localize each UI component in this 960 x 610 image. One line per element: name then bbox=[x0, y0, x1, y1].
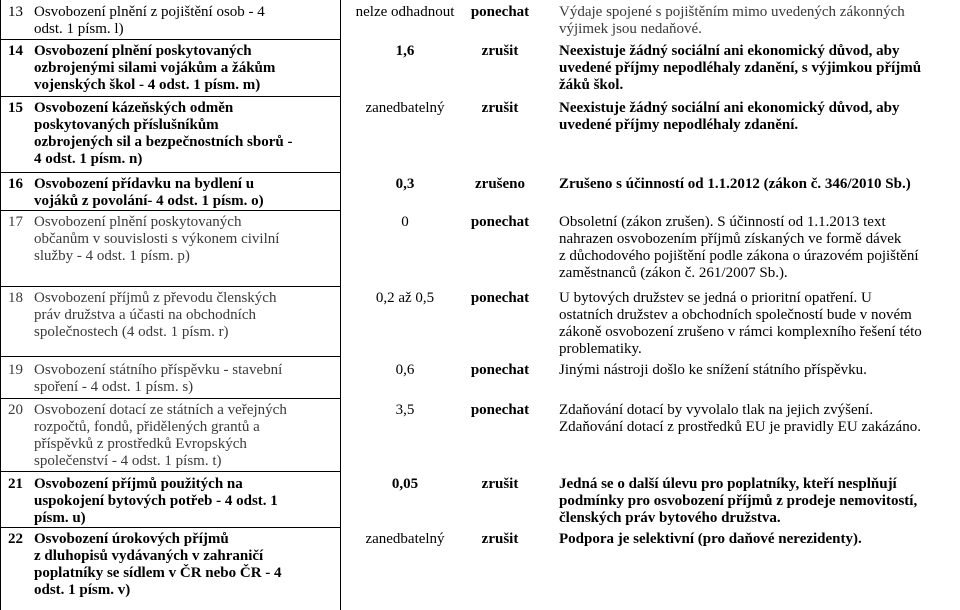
exemption-name-line: vojenských škol - 4 odst. 1 písm. m) bbox=[34, 77, 261, 93]
justification bbox=[559, 362, 957, 379]
row-number: 20 bbox=[8, 402, 23, 418]
exemption-name bbox=[34, 402, 334, 470]
recommended-action: ponechat bbox=[470, 214, 530, 230]
exemption-name-line: Osvobození úrokových příjmů bbox=[34, 531, 229, 547]
justification-line: Výdaje spojené s pojištěním mimo uvedených zákonných bbox=[559, 4, 905, 20]
exemption-name-line: ozbrojených sil a bezpečnostních sborů - bbox=[34, 134, 293, 150]
recommended-action: ponechat bbox=[470, 4, 530, 20]
row-divider bbox=[0, 210, 340, 211]
exemption-name-line: písm. u) bbox=[34, 510, 86, 526]
justification-line: Obsoletní (zákon zrušen). S účinností od 1.1.2013 text bbox=[559, 214, 886, 230]
justification-line: žáků škol. bbox=[559, 77, 624, 93]
row-number: 19 bbox=[8, 362, 23, 378]
justification bbox=[559, 290, 957, 358]
exemption-name-line: 4 odst. 1 písm. n) bbox=[34, 151, 143, 167]
justification-line: Zdaňování dotací z prostředků EU je pravidly EU zakázáno. bbox=[559, 419, 921, 435]
exemption-name-line: odst. 1 písm. v) bbox=[34, 582, 131, 598]
row-divider bbox=[0, 527, 340, 528]
exemption-name bbox=[34, 100, 334, 168]
recommended-action: zrušit bbox=[481, 531, 519, 547]
row-number: 18 bbox=[8, 290, 23, 306]
justification-line: problematiky. bbox=[559, 341, 642, 357]
exemption-name bbox=[34, 476, 334, 527]
recommended-action: ponechat bbox=[470, 290, 530, 306]
justification-line: Podpora je selektivní (pro daňové nerezidenty). bbox=[559, 531, 862, 547]
row-number: 14 bbox=[8, 43, 23, 59]
justification-line: výjimek jsou nedaňové. bbox=[559, 21, 702, 37]
row-divider bbox=[0, 39, 340, 40]
revenue-estimate: 1,6 bbox=[395, 43, 415, 59]
revenue-estimate: zanedbatelný bbox=[365, 531, 445, 547]
justification-line: uvedené příjmy nepodléhaly zdanění. bbox=[559, 117, 799, 133]
justification bbox=[559, 531, 957, 548]
revenue-estimate: 0,2 až 0,5 bbox=[375, 290, 435, 306]
row-number: 17 bbox=[8, 214, 23, 230]
revenue-estimate: 0,05 bbox=[391, 476, 419, 492]
justification bbox=[559, 43, 957, 94]
exemption-name-line: vojáků z povolání- 4 odst. 1 písm. o) bbox=[34, 193, 264, 209]
exemption-name-line: Osvobození plnění z pojištění osob - 4 bbox=[34, 4, 265, 20]
justification bbox=[559, 476, 957, 527]
exemption-name-line: odst. 1 písm. l) bbox=[34, 21, 124, 37]
row-divider bbox=[0, 471, 340, 472]
exemption-name-line: Osvobození plnění poskytovaných bbox=[34, 214, 242, 230]
exemption-name-line: Osvobození dotací ze státních a veřejných bbox=[34, 402, 287, 418]
revenue-estimate: 0 bbox=[401, 214, 409, 230]
justification-line: zaměstnanců (zákon č. 261/2007 Sb.). bbox=[559, 265, 788, 281]
revenue-estimate: zanedbatelný bbox=[365, 100, 445, 116]
exemption-name-line: občanům v souvislosti s výkonem civilní bbox=[34, 231, 280, 247]
exemption-name-line: Osvobození plnění poskytovaných bbox=[34, 43, 252, 59]
justification-line: zákoně osvobození zrušeno v rámci komplexního řešení této bbox=[559, 324, 922, 340]
exemption-name-line: společnostech (4 odst. 1 písm. r) bbox=[34, 324, 229, 340]
row-number: 22 bbox=[8, 531, 23, 547]
justification bbox=[559, 214, 957, 282]
exemption-name-line: Osvobození příjmů z převodu členských bbox=[34, 290, 277, 306]
revenue-estimate: nelze odhadnout bbox=[355, 4, 455, 20]
exemption-name bbox=[34, 4, 334, 38]
justification-line: Zdaňování dotací by vyvolalo tlak na jejich zvýšení. bbox=[559, 402, 874, 418]
recommended-action: zrušit bbox=[481, 43, 519, 59]
justification-line: z důchodového pojištění podle zákona o úrazovém pojištění bbox=[559, 248, 919, 264]
row-divider bbox=[0, 286, 340, 287]
table-left-border bbox=[0, 0, 1, 610]
exemption-name-line: Osvobození příjmů použitých na bbox=[34, 476, 243, 492]
exemption-name-line: příspěvků z prostředků Evropských bbox=[34, 436, 247, 452]
justification-line: Jedná se o další úlevu pro poplatníky, kteří nesplňují bbox=[559, 476, 897, 492]
recommended-action: zrušeno bbox=[475, 176, 525, 192]
row-number: 13 bbox=[8, 4, 23, 20]
justification-line: členských práv bytového družstva. bbox=[559, 510, 781, 526]
justification-line: nahrazen osvobozením příjmů získaných ve formě dávek bbox=[559, 231, 902, 247]
exemption-name-line: Osvobození státního příspěvku - stavební bbox=[34, 362, 283, 378]
row-divider bbox=[0, 172, 340, 173]
justification-line: uvedené příjmy nepodléhaly zdanění, s výjimkou příjmů bbox=[559, 60, 922, 76]
exemption-name-line: společenství - 4 odst. 1 písm. t) bbox=[34, 453, 222, 469]
recommended-action: ponechat bbox=[470, 362, 530, 378]
exemption-name-line: uspokojení bytových potřeb - 4 odst. 1 bbox=[34, 493, 278, 509]
row-number: 15 bbox=[8, 100, 23, 116]
revenue-estimate: 3,5 bbox=[395, 402, 415, 418]
exemption-name-line: Osvobození přídavku na bydlení u bbox=[34, 176, 255, 192]
justification-line: Zrušeno s účinností od 1.1.2012 (zákon č. 346/2010 Sb.) bbox=[559, 176, 911, 192]
justification-line: Neexistuje žádný sociální ani ekonomický důvod, aby bbox=[559, 43, 900, 59]
exemption-name-line: spoření - 4 odst. 1 písm. s) bbox=[34, 379, 194, 395]
exemption-name bbox=[34, 362, 334, 396]
exemption-name bbox=[34, 531, 334, 599]
revenue-estimate: 0,3 bbox=[395, 176, 415, 192]
exemption-name-line: rozpočtů, fondů, přidělených grantů a bbox=[34, 419, 260, 435]
revenue-estimate: 0,6 bbox=[395, 362, 415, 378]
exemption-name-line: ozbrojenými silami vojákům a žákům bbox=[34, 60, 276, 76]
exemption-name-line: služby - 4 odst. 1 písm. p) bbox=[34, 248, 190, 264]
exemption-name bbox=[34, 176, 334, 210]
justification bbox=[559, 4, 957, 38]
justification-line: podmínky pro osvobození příjmů z prodeje nemovitostí, bbox=[559, 493, 918, 509]
table-column-divider bbox=[340, 0, 341, 610]
recommended-action: zrušit bbox=[481, 476, 519, 492]
justification-line: Neexistuje žádný sociální ani ekonomický důvod, aby bbox=[559, 100, 900, 116]
row-divider bbox=[0, 398, 340, 399]
exemption-name-line: Osvobození kázeňských odměn bbox=[34, 100, 234, 116]
justification bbox=[559, 402, 957, 436]
row-number: 21 bbox=[8, 476, 23, 492]
row-divider bbox=[0, 356, 340, 357]
exemption-name-line: poplatníky se sídlem v ČR nebo ČR - 4 bbox=[34, 565, 282, 581]
justification-line: ostatních družstev a obchodních společností bude v novém bbox=[559, 307, 912, 323]
justification bbox=[559, 100, 957, 134]
justification bbox=[559, 176, 957, 193]
justification-line: Jinými nástroji došlo ke snížení státního příspěvku. bbox=[559, 362, 867, 378]
exemption-name-line: práv družstva a účasti na obchodních bbox=[34, 307, 257, 323]
recommended-action: zrušit bbox=[481, 100, 519, 116]
exemption-name bbox=[34, 214, 334, 265]
exemption-name-line: poskytovaných příslušníkům bbox=[34, 117, 219, 133]
exemption-name bbox=[34, 43, 334, 94]
recommended-action: ponechat bbox=[470, 402, 530, 418]
justification-line: U bytových družstev se jedná o prioritní opatření. U bbox=[559, 290, 872, 306]
row-number: 16 bbox=[8, 176, 23, 192]
row-divider bbox=[0, 96, 340, 97]
exemption-name-line: z dluhopisů vydávaných v zahraničí bbox=[34, 548, 264, 564]
exemption-name bbox=[34, 290, 334, 341]
